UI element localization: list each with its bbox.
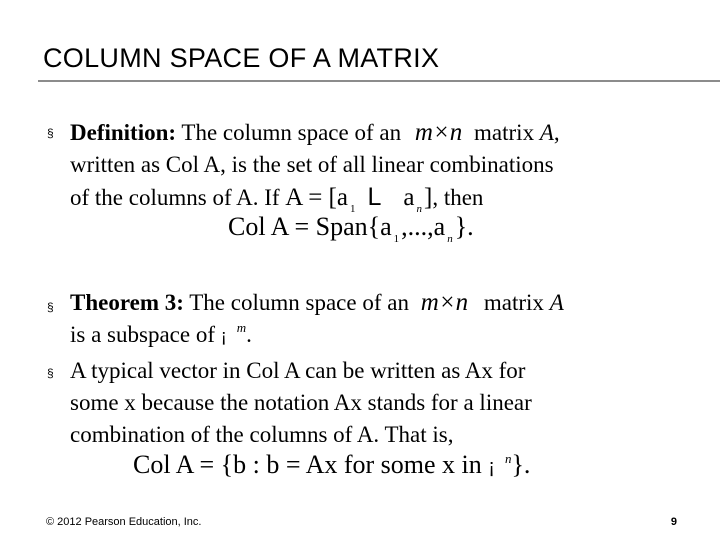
theorem-label: Theorem 3: xyxy=(70,290,184,315)
matrix-definition: A = [a $_1$ L a $_n$] xyxy=(285,183,433,215)
bullet-icon: § xyxy=(47,126,54,140)
column-space-set-formula: Col A = {b : b = Ax for some x in ¡ $^n$}. xyxy=(133,450,531,479)
m-by-n: m×n xyxy=(420,289,469,316)
definition-paragraph: Definition: The column space of an m×n matrix A, written as Col A, is the set of all linear combinations of the columns of A. If A = [a $_1$ L a $_n$], then xyxy=(70,119,560,215)
typical-vector-paragraph: A typical vector in Col A can be written as Ax for some x because the notation Ax stands for a linear combination of the columns of A. That is, xyxy=(70,358,532,447)
real-space-symbol: ¡ xyxy=(220,326,227,346)
bullet-icon: § xyxy=(47,366,54,380)
real-space-symbol: ¡ xyxy=(488,456,495,478)
column-space-formula: Col A = Span{a $_1$,...,a $_n$}. xyxy=(228,212,474,245)
page-number: 9 xyxy=(670,516,677,528)
m-by-n: m×n xyxy=(414,119,463,146)
copyright-notice: © 2012 Pearson Education, Inc. xyxy=(46,516,202,528)
bullet-icon: § xyxy=(47,300,54,314)
slide-title: COLUMN SPACE OF A MATRIX xyxy=(43,43,440,73)
theorem-paragraph: Theorem 3: The column space of an m×n matrix A is a subspace of ¡ $^m$. xyxy=(70,289,564,347)
definition-label: Definition: xyxy=(70,120,177,145)
title-divider xyxy=(38,80,720,82)
